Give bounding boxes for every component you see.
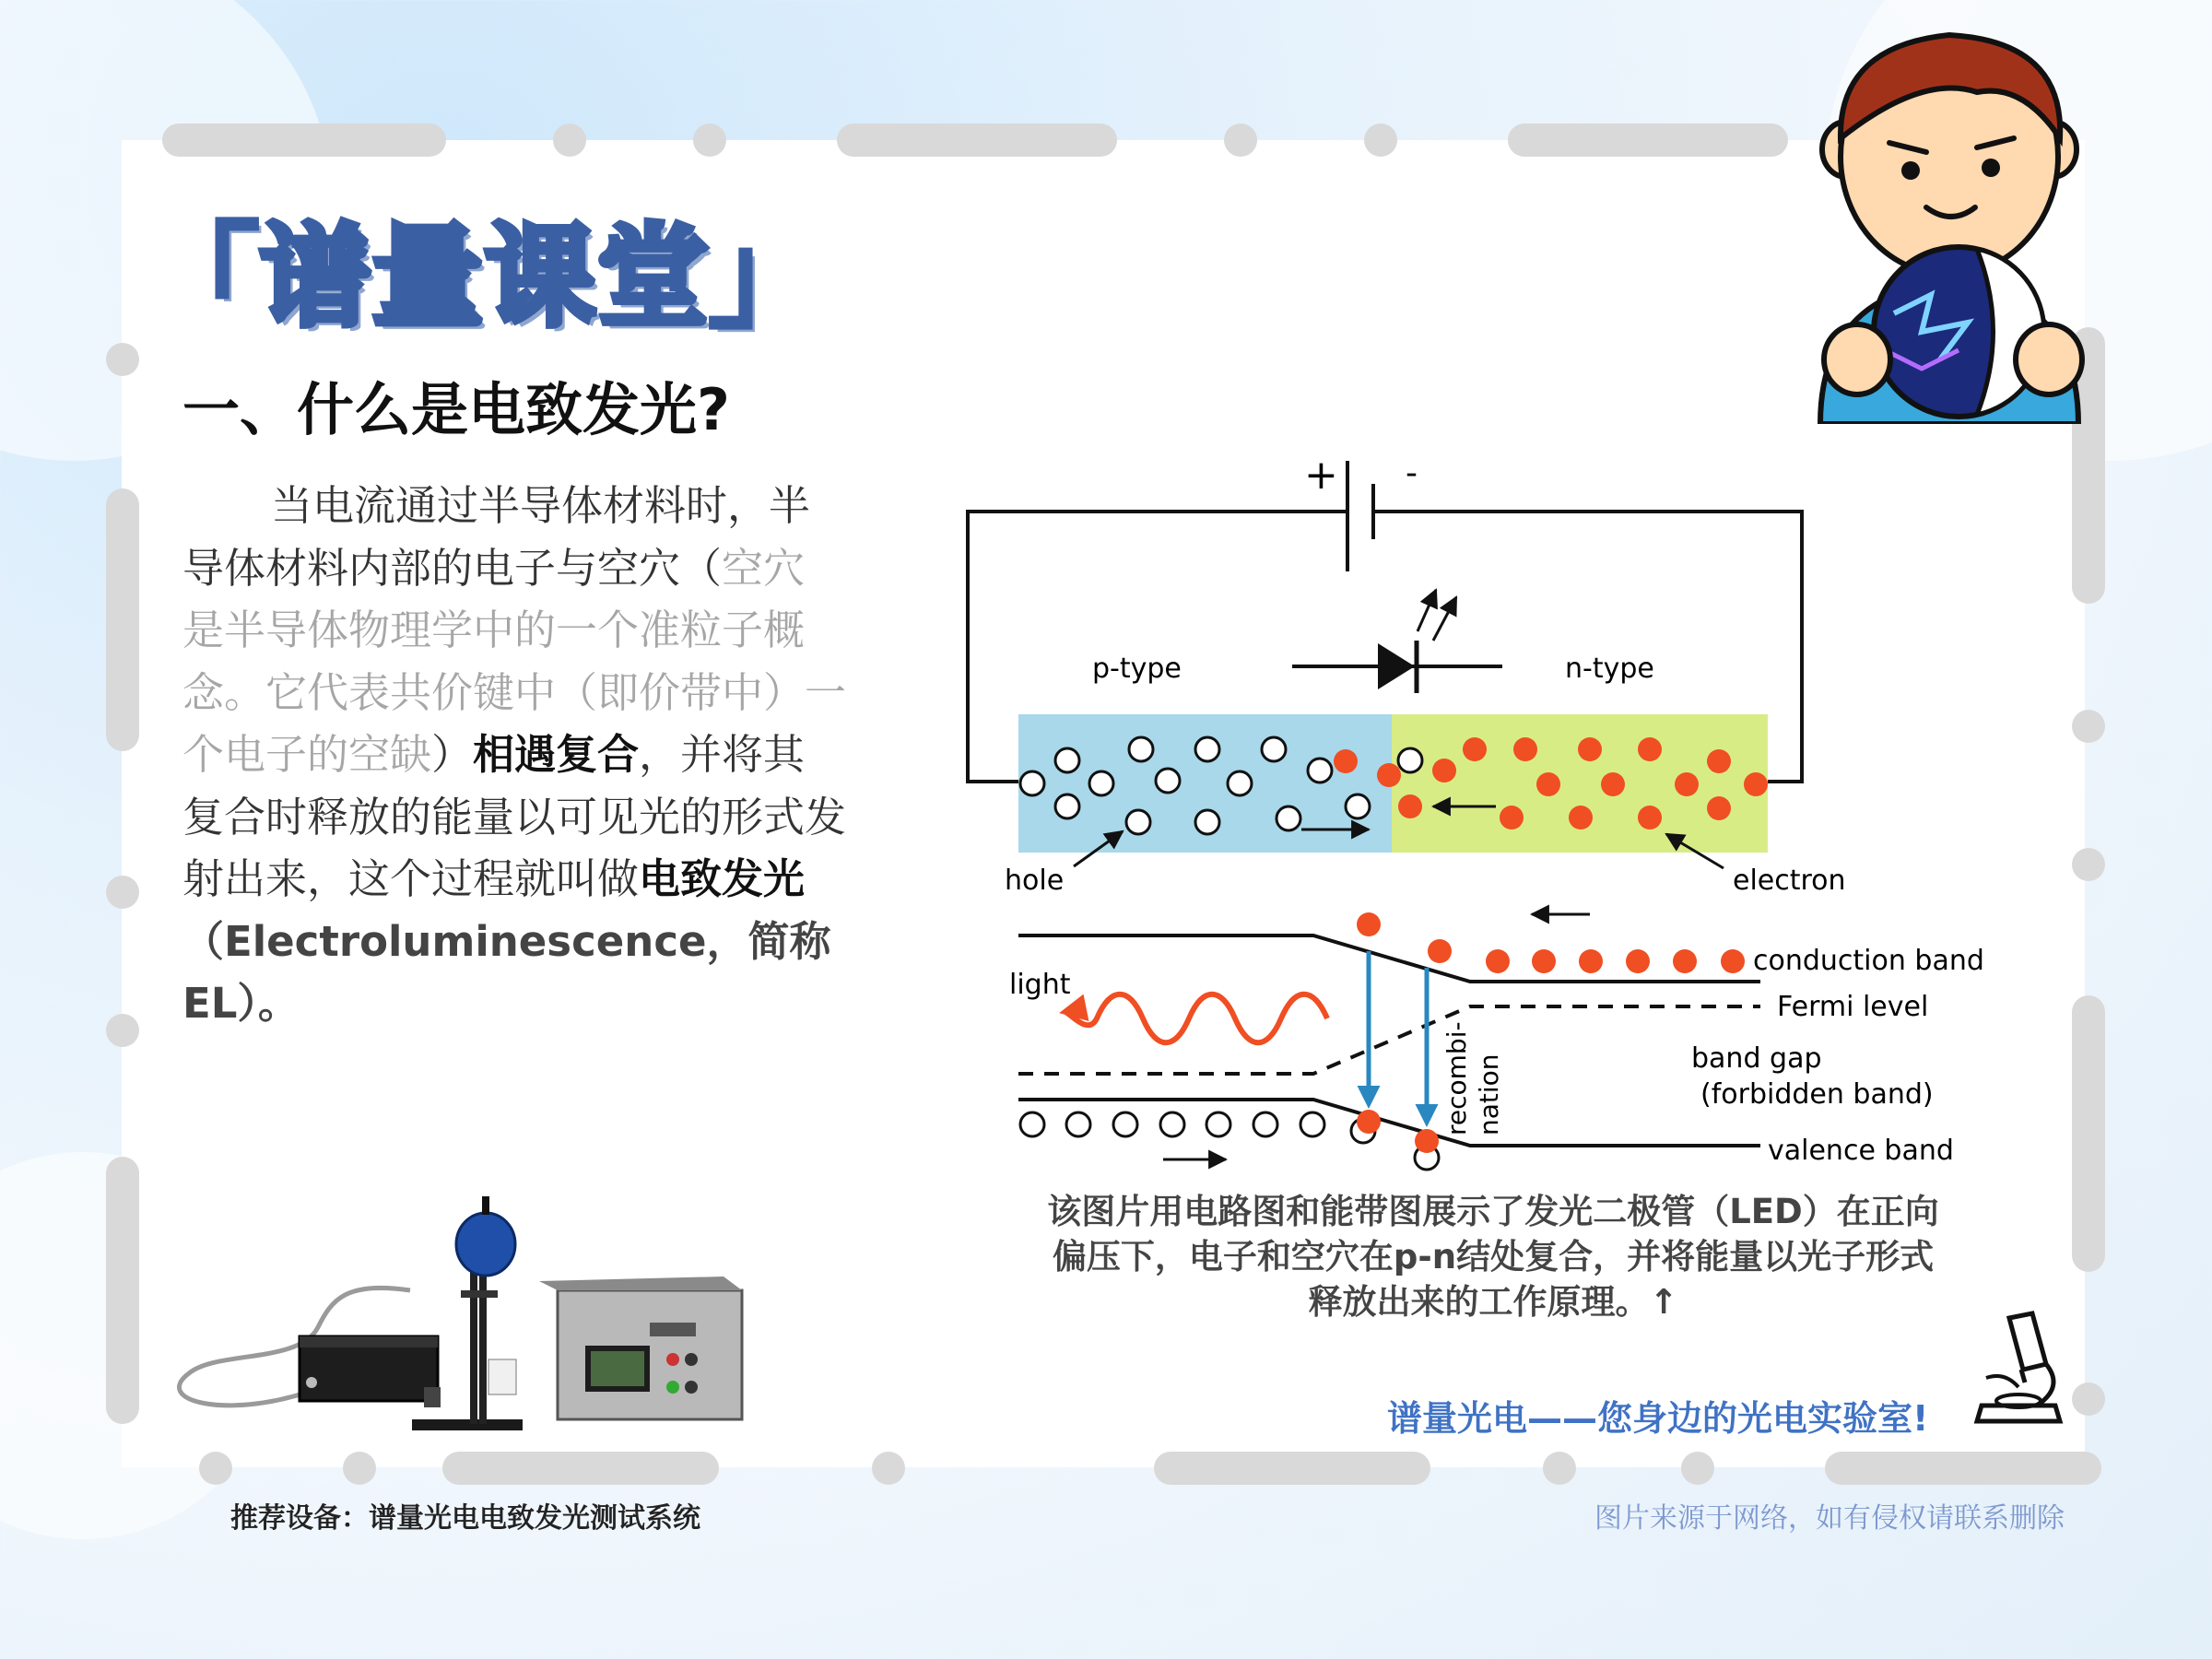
electron-particle [1638, 737, 1662, 761]
frame-dot [693, 124, 726, 157]
led-diagram [959, 442, 2046, 1180]
frame-dash [106, 1157, 139, 1424]
frame-dash [442, 1452, 719, 1485]
electron-particle [1377, 763, 1401, 787]
n-type-label: n-type [1565, 653, 1654, 685]
image-credit: 图片来源于网络，如有侵权请联系删除 [1594, 1502, 2065, 1535]
valence-band-label: valence band [1768, 1135, 1954, 1167]
hole-label: hole [1005, 865, 1065, 897]
mascot-boy-icon [1802, 18, 2097, 424]
keyword-el: 电致发光 [639, 854, 806, 903]
band-electron [1415, 1129, 1439, 1153]
frame-dash [2072, 995, 2105, 1272]
recommended-device: 推荐设备：谱量光电电致发光测试系统 [230, 1502, 700, 1535]
hole-particle [1346, 794, 1370, 818]
forbidden-band-label: (forbidden band) [1700, 1078, 1934, 1111]
band-hole [1113, 1112, 1137, 1136]
frame-dot [2072, 848, 2105, 881]
frame-dash [1508, 124, 1788, 157]
microscope-icon [1968, 1309, 2069, 1429]
band-electron [1626, 949, 1650, 973]
frame-dot [343, 1452, 376, 1485]
electron-particle [1601, 772, 1625, 796]
electron-particle [1744, 772, 1768, 796]
fermi-level-line [1018, 1006, 1760, 1074]
band-hole [1206, 1112, 1230, 1136]
slogan: 谱量光电——您身边的光电实验室! [1387, 1398, 1929, 1439]
frame-dot [2072, 710, 2105, 743]
band-hole [1020, 1112, 1044, 1136]
hole-particle [1156, 769, 1180, 793]
electron-particle [1463, 737, 1487, 761]
hole-particle [1129, 737, 1153, 761]
section-heading: 一、什么是电致发光? [182, 376, 730, 443]
electron-label: electron [1733, 865, 1846, 897]
electron-particle [1578, 737, 1602, 761]
band-electron [1673, 949, 1697, 973]
electron-particle [1536, 772, 1560, 796]
band-electron [1532, 949, 1556, 973]
light-wave [1065, 994, 1327, 1043]
p-type-label: p-type [1092, 653, 1182, 685]
frame-dash [837, 124, 1117, 157]
band-electron [1357, 912, 1381, 936]
frame-dot [1224, 124, 1257, 157]
frame-dot [1543, 1452, 1576, 1485]
hole-particle [1262, 737, 1286, 761]
frame-dot [106, 1014, 139, 1047]
para-text: 当电流通过半导体材料时，半导体材料内部的电子与空穴（ [182, 481, 811, 593]
frame-dash [1154, 1452, 1430, 1485]
frame-dot [106, 876, 139, 909]
hole-definition: 空穴是半导体物理学中的一个准粒子概念。它代表共价键中（即价带中）一个电子的空缺 [182, 543, 847, 779]
brand-title: 「谱量课堂」 [147, 214, 822, 342]
hole-particle [1089, 771, 1113, 795]
band-gap-label: band gap [1691, 1042, 1822, 1075]
frame-dash [1825, 1452, 2101, 1485]
electron-particle [1569, 806, 1593, 830]
electron-particle [1398, 794, 1422, 818]
electron-particle [1500, 806, 1524, 830]
frame-dot [106, 343, 139, 376]
caption-line: 偏压下，电子和空穴在p-n结处复合，并将能量以光子形式 [1052, 1237, 1935, 1277]
band-hole [1066, 1112, 1090, 1136]
electron-particle [1513, 737, 1537, 761]
hole-particle [1126, 810, 1150, 834]
n-region [1392, 714, 1768, 853]
keyword-recombine: 相遇复合 [473, 730, 640, 779]
electron-particle [1334, 749, 1358, 773]
hole-particle [1055, 794, 1079, 818]
battery-minus: - [1406, 454, 1418, 492]
caption-line: 释放出来的工作原理。↑ [1308, 1282, 1678, 1322]
frame-dash [162, 124, 446, 157]
battery-icon [1347, 461, 1373, 571]
frame-dot [1364, 124, 1397, 157]
hole-particle [1308, 759, 1332, 782]
frame-dash [106, 488, 139, 751]
recombi-label: recombi- [1441, 1021, 1472, 1135]
band-electron [1486, 949, 1510, 973]
hole-particle [1228, 771, 1252, 795]
band-hole [1300, 1112, 1324, 1136]
frame-dot [1681, 1452, 1714, 1485]
band-electron [1428, 939, 1452, 963]
band-hole [1160, 1112, 1184, 1136]
caption-line: 该图片用电路图和能带图展示了发光二极管（LED）在正向 [1047, 1192, 1939, 1231]
para-text: （Electroluminescence，简称EL）。 [182, 916, 831, 1028]
electron-particle [1675, 772, 1699, 796]
hole-particle [1398, 748, 1422, 772]
frame-dot [2072, 1382, 2105, 1416]
diagram-caption [977, 1189, 2009, 1324]
electron-particle [1638, 806, 1662, 830]
battery-plus: + [1304, 452, 1338, 499]
fermi-level-label: Fermi level [1777, 991, 1929, 1023]
hole-particle [1277, 806, 1300, 830]
hole-particle [1020, 771, 1044, 795]
hole-particle [1055, 748, 1079, 772]
band-electron [1579, 949, 1603, 973]
electron-particle [1432, 759, 1456, 782]
para-text: ，并将其复合时释放的能量以可见光的形式发射出来，这个过程就叫做 [182, 730, 847, 903]
nation-label: nation [1474, 1053, 1504, 1135]
band-electron [1357, 1110, 1381, 1134]
frame-dot [199, 1452, 232, 1485]
conduction-band-label: conduction band [1753, 945, 1984, 977]
electron-particle [1707, 796, 1731, 820]
electron-particle [1707, 749, 1731, 773]
band-particles [1020, 912, 1745, 1170]
intro-paragraph [182, 475, 846, 1035]
el-test-system-image [171, 1189, 760, 1438]
band-hole [1253, 1112, 1277, 1136]
frame-dot [553, 124, 586, 157]
hole-particle [1195, 737, 1219, 761]
hole-particle [1195, 810, 1219, 834]
frame-dot [872, 1452, 905, 1485]
light-label: light [1009, 969, 1071, 1001]
band-electron [1721, 949, 1745, 973]
para-text: ） [431, 730, 474, 779]
led-diode-icon [1292, 590, 1502, 693]
